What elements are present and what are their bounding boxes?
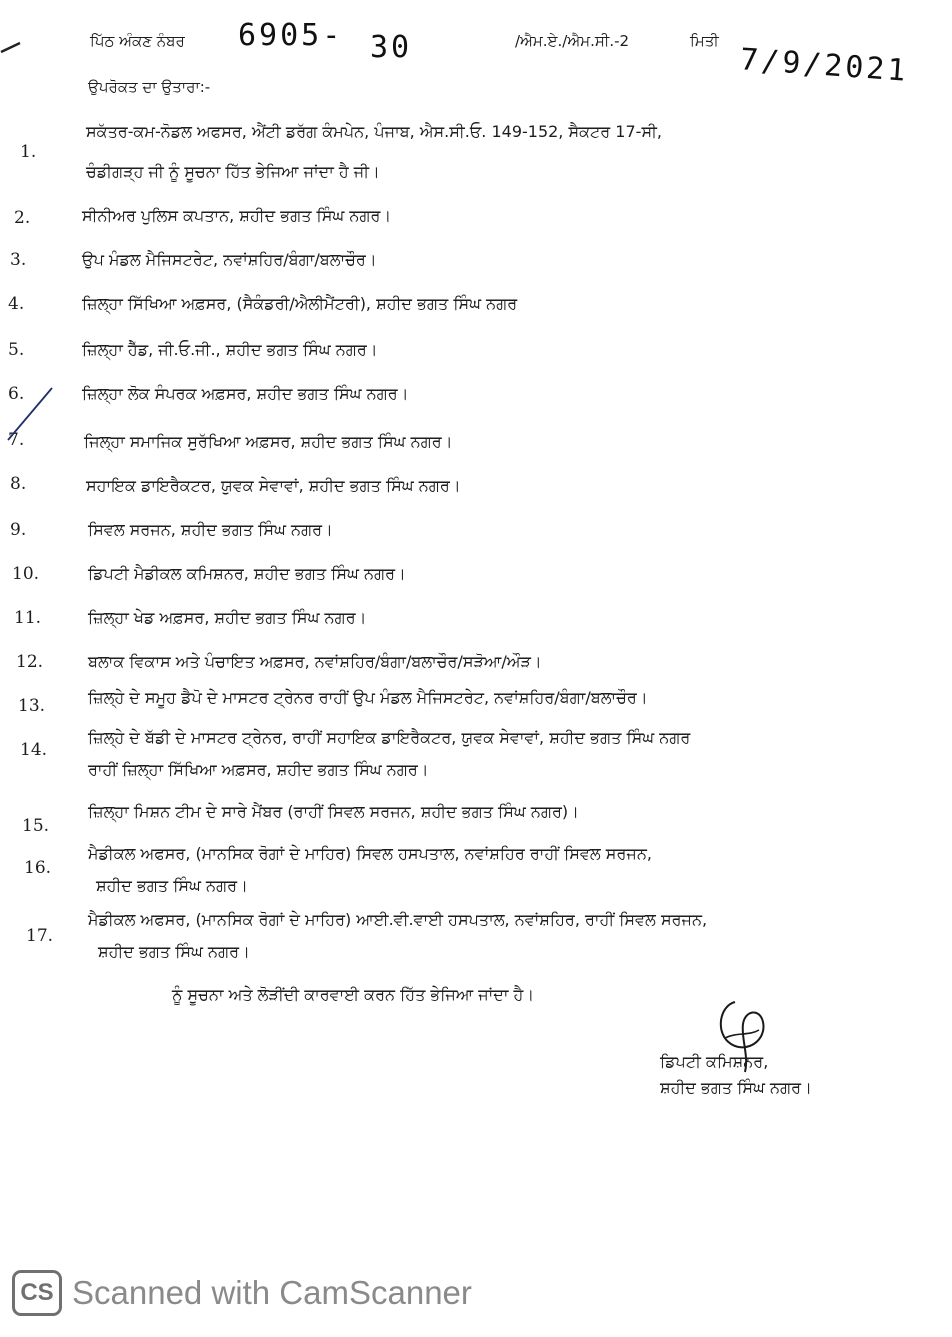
list-item-number: 17. [26, 926, 54, 946]
list-item-number: 13. [18, 696, 46, 716]
list-item-text: ਸਹਾਇਕ ਡਾਇਰੈਕਟਰ, ਯੁਵਕ ਸੇਵਾਵਾਂ, ਸ਼ਹੀਦ ਭਗਤ ਸਿੰਘ ਨਗਰ। [86, 476, 461, 495]
list-item-text: ਜ਼ਿਲ੍ਹੇ ਦੇ ਬੱਡੀ ਦੇ ਮਾਸਟਰ ਟ੍ਰੇਨਰ, ਰਾਹੀਂ ਸਹਾਇਕ ਡਾਇਰੈਕਟਰ, ਯੁਵਕ ਸੇਵਾਵਾਂ, ਸ਼ਹੀਦ ਭਗਤ ਸਿੰਘ ਨਗਰ [88, 728, 691, 747]
signatory-designation: ਡਿਪਟੀ ਕਮਿਸ਼ਨਰ, [660, 1052, 769, 1071]
watermark-text: Scanned with CamScanner [72, 1274, 472, 1311]
list-item-number: 12. [16, 652, 44, 672]
list-item-number: 9. [10, 520, 27, 540]
list-item-number: 5. [8, 340, 25, 360]
camscanner-logo-icon: CS [12, 1270, 62, 1316]
copy-label: ਉਪਰੋਕਤ ਦਾ ਉਤਾਰਾ:- [88, 78, 211, 96]
list-item-number: 4. [8, 294, 25, 314]
list-item-text: ਜ਼ਿਲ੍ਹਾ ਮਿਸ਼ਨ ਟੀਮ ਦੇ ਸਾਰੇ ਮੈਂਬਰ (ਰਾਹੀਂ ਸਿਵਲ ਸਰਜਨ, ਸ਼ਹੀਦ ਭਗਤ ਸਿੰਘ ਨਗਰ)। [88, 802, 579, 821]
list-item-text: ਬਲਾਕ ਵਿਕਾਸ ਅਤੇ ਪੰਚਾਇਤ ਅਫ਼ਸਰ, ਨਵਾਂਸ਼ਹਿਰ/ਬੰਗਾ/ਬਲਾਚੌਰ/ਸੜੋਆ/ਔੜ। [88, 652, 542, 671]
list-item-text: ਮੈਡੀਕਲ ਅਫਸਰ, (ਮਾਨਸਿਕ ਰੋਗਾਂ ਦੇ ਮਾਹਿਰ) ਸਿਵਲ ਹਸਪਤਾਲ, ਨਵਾਂਸ਼ਹਿਰ ਰਾਹੀਂ ਸਿਵਲ ਸਰਜਨ, [88, 844, 652, 863]
list-item-text: ਜ਼ਿਲ੍ਹਾ ਸਿੱਖਿਆ ਅਫ਼ਸਰ, (ਸੈਕੰਡਰੀ/ਐਲੀਮੈਂਟਰੀ), ਸ਼ਹੀਦ ਭਗਤ ਸਿੰਘ ਨਗਰ [82, 294, 518, 313]
ref-label: ਪਿੱਠ ਅੰਕਣ ਨੰਬਰ [90, 32, 185, 50]
list-item-number: 7. [8, 430, 25, 450]
list-item-number: 11. [14, 608, 42, 628]
date-value-handwritten: 7/9/2021 [738, 42, 910, 89]
list-item-number: 6. [8, 384, 25, 404]
camscanner-watermark [12, 1270, 472, 1316]
list-item-text: ਜਿਲ੍ਹਾ ਸਮਾਜਿਕ ਸੁਰੱਖਿਆ ਅਫ਼ਸਰ, ਸ਼ਹੀਦ ਭਗਤ ਸਿੰਘ ਨਗਰ। [84, 432, 453, 451]
list-item-text: ਸਿਵਲ ਸਰਜਨ, ਸ਼ਹੀਦ ਭਗਤ ਸਿੰਘ ਨਗਰ। [88, 520, 333, 539]
list-item-number: 8. [10, 474, 27, 494]
list-item-text: ਸ਼ਹੀਦ ਭਗਤ ਸਿੰਘ ਨਗਰ। [96, 876, 248, 895]
list-item-number: 2. [14, 208, 31, 228]
list-item-text: ਰਾਹੀਂ ਜ਼ਿਲ੍ਹਾ ਸਿੱਖਿਆ ਅਫ਼ਸਰ, ਸ਼ਹੀਦ ਭਗਤ ਸਿੰਘ ਨਗਰ। [88, 760, 429, 779]
list-item-number: 1. [20, 142, 37, 162]
scan-edge-mark-icon [0, 40, 22, 54]
office-code: /ਐਮ.ਏ./ਐਮ.ਸੀ.-2 [515, 32, 630, 50]
list-item-text: ਚੰਡੀਗੜ੍ਹ ਜੀ ਨੂੰ ਸੂਚਨਾ ਹਿੱਤ ਭੇਜਿਆ ਜਾਂਦਾ ਹੈ ਜੀ। [86, 162, 380, 181]
list-item-text: ਮੈਡੀਕਲ ਅਫਸਰ, (ਮਾਨਸਿਕ ਰੋਗਾਂ ਦੇ ਮਾਹਿਰ) ਆਈ.ਵੀ.ਵਾਈ ਹਸਪਤਾਲ, ਨਵਾਂਸ਼ਹਿਰ, ਰਾਹੀਂ ਸਿਵਲ ਸਰਜਨ, [88, 910, 708, 929]
list-item-number: 14. [20, 740, 48, 760]
list-item-text: ਡਿਪਟੀ ਮੈਡੀਕਲ ਕਮਿਸ਼ਨਰ, ਸ਼ਹੀਦ ਭਗਤ ਸਿੰਘ ਨਗਰ। [88, 564, 406, 583]
list-item-number: 16. [24, 858, 52, 878]
list-item-text: ਸਕੱਤਰ-ਕਮ-ਨੋਡਲ ਅਫਸਰ, ਐਂਟੀ ਡਰੱਗ ਕੰਮਪੇਨ, ਪੰਜਾਬ, ਐਸ.ਸੀ.ਓ. 149-152, ਸੈਕਟਰ 17-ਸੀ, [86, 122, 663, 141]
ref-number-handwritten: 6905- [238, 18, 344, 53]
list-item-number: 3. [10, 250, 27, 270]
date-label: ਮਿਤੀ [690, 32, 719, 50]
list-item-number: 15. [22, 816, 50, 836]
list-item-text: ਸ਼ਹੀਦ ਭਗਤ ਸਿੰਘ ਨਗਰ। [98, 942, 250, 961]
list-item-number: 10. [12, 564, 40, 584]
list-item-text: ਜ਼ਿਲ੍ਹੇ ਦੇ ਸਮੂਹ ਡੈਪੋ ਦੇ ਮਾਸਟਰ ਟ੍ਰੇਨਰ ਰਾਹੀਂ ਉਪ ਮੰਡਲ ਮੈਜਿਸਟਰੇਟ, ਨਵਾਂਸ਼ਹਿਰ/ਬੰਗਾ/ਬਲਾਚੌਰ। [88, 688, 648, 707]
list-item-text: ਜ਼ਿਲ੍ਹਾ ਖੇਡ ਅਫ਼ਸਰ, ਸ਼ਹੀਦ ਭਗਤ ਸਿੰਘ ਨਗਰ। [88, 608, 367, 627]
list-item-text: ਜ਼ਿਲ੍ਹਾ ਹੈੱਡ, ਜੀ.ਓ.ਜੀ., ਸ਼ਹੀਦ ਭਗਤ ਸਿੰਘ ਨਗਰ। [82, 340, 378, 359]
list-item-text: ਉਪ ਮੰਡਲ ਮੈਜਿਸਟਰੇਟ, ਨਵਾਂਸ਼ਹਿਰ/ਬੰਗਾ/ਬਲਾਚੌਰ। [82, 250, 377, 269]
handwritten-check-mark-icon [6, 384, 56, 444]
ref-suffix-handwritten: 30 [370, 30, 413, 65]
list-item-text: ਸੀਨੀਅਰ ਪੁਲਿਸ ਕਪਤਾਨ, ਸ਼ਹੀਦ ਭਗਤ ਸਿੰਘ ਨਗਰ। [82, 206, 392, 225]
closing-line: ਨੂੰ ਸੂਚਨਾ ਅਤੇ ਲੋੜੀਂਦੀ ਕਾਰਵਾਈ ਕਰਨ ਹਿੱਤ ਭੇਜਿਆ ਜਾਂਦਾ ਹੈ। [172, 985, 535, 1004]
list-item-text: ਜ਼ਿਲ੍ਹਾ ਲੋਕ ਸੰਪਰਕ ਅਫ਼ਸਰ, ਸ਼ਹੀਦ ਭਗਤ ਸਿੰਘ ਨਗਰ। [82, 384, 409, 403]
signatory-place: ਸ਼ਹੀਦ ਭਗਤ ਸਿੰਘ ਨਗਰ। [660, 1078, 812, 1097]
